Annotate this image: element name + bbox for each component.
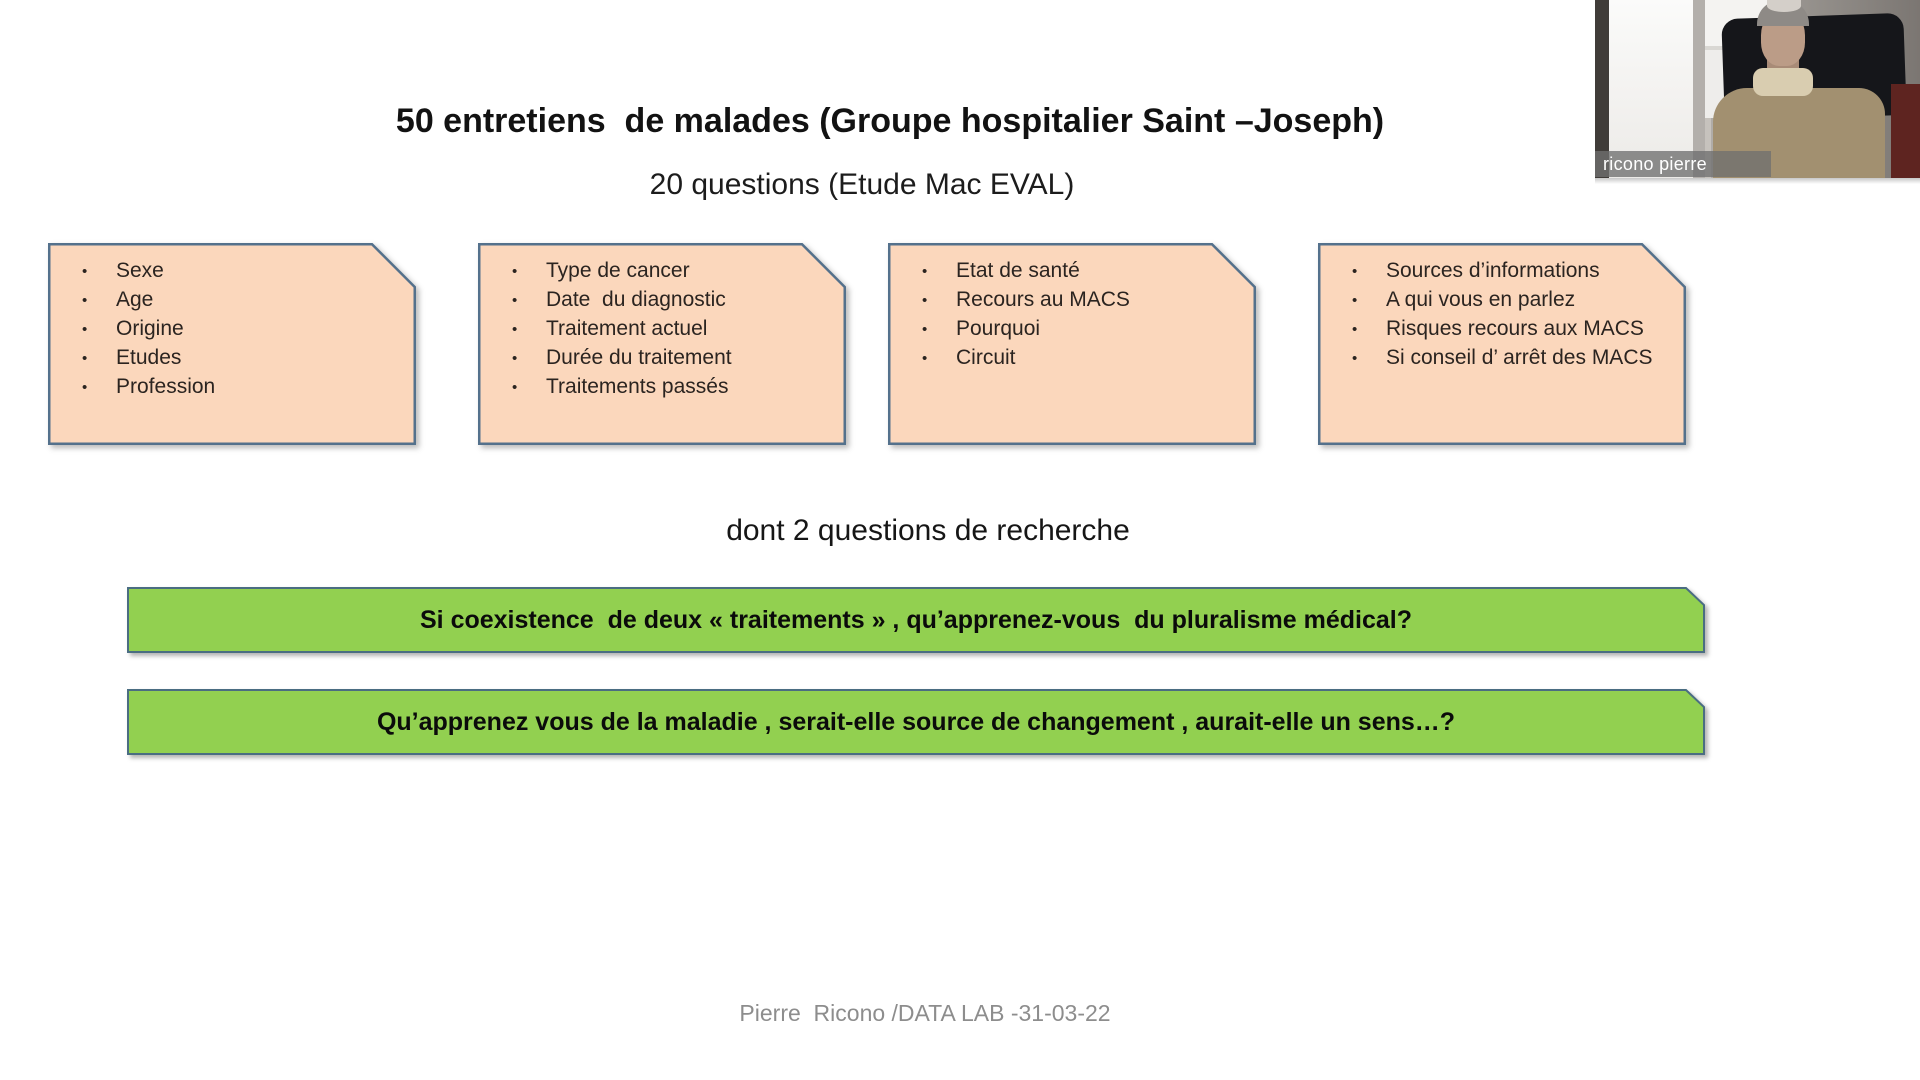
list-item: • A qui vous en parlez bbox=[1346, 288, 1676, 317]
topic-box-treatment bbox=[478, 243, 846, 445]
list-item: • Traitements passés bbox=[506, 375, 836, 404]
bullet-icon: • bbox=[512, 350, 518, 367]
topic-list bbox=[478, 259, 846, 404]
topic-box-health bbox=[888, 243, 1256, 445]
topic-box-information bbox=[1318, 243, 1686, 445]
bullet-icon: • bbox=[922, 263, 928, 280]
webcam-turtleneck bbox=[1753, 68, 1813, 96]
bullet-icon: • bbox=[82, 292, 88, 309]
list-item: • Date du diagnostic bbox=[506, 288, 836, 317]
webcam-person-crown bbox=[1767, 0, 1801, 12]
bullet-icon: • bbox=[922, 292, 928, 309]
list-item: • Sexe bbox=[76, 259, 406, 288]
slide-title: 50 entretiens de malades (Groupe hospitalier Saint –Joseph) bbox=[395, 102, 1385, 140]
list-item: • Traitement actuel bbox=[506, 317, 836, 346]
bullet-icon: • bbox=[1352, 321, 1358, 338]
research-question-banner-2 bbox=[127, 689, 1705, 755]
list-item: • Si conseil d’ arrêt des MACS bbox=[1346, 346, 1676, 375]
bullet-icon: • bbox=[1352, 292, 1358, 309]
list-item: • Etudes bbox=[76, 346, 406, 375]
research-question-text: Qu’apprenez vous de la maladie , serait-elle source de changement , aurait-elle un sens…? bbox=[376, 707, 1456, 736]
list-item: • Profession bbox=[76, 375, 406, 404]
research-question-text: Si coexistence de deux « traitements » , qu’apprenez-vous du pluralisme médical? bbox=[420, 605, 1412, 634]
topic-box-profile bbox=[48, 243, 416, 445]
list-item: • Recours au MACS bbox=[916, 288, 1246, 317]
footer-credit: Pierre Ricono /DATA LAB -31-03-22 bbox=[739, 1000, 1111, 1026]
topic-list bbox=[48, 259, 416, 404]
webcam-video[interactable] bbox=[1595, 0, 1920, 178]
research-heading: dont 2 questions de recherche bbox=[726, 514, 1130, 547]
bullet-icon: • bbox=[512, 292, 518, 309]
list-item: • Type de cancer bbox=[506, 259, 836, 288]
bullet-icon: • bbox=[82, 263, 88, 280]
list-item: • Risques recours aux MACS bbox=[1346, 317, 1676, 346]
bullet-icon: • bbox=[82, 321, 88, 338]
bullet-icon: • bbox=[512, 263, 518, 280]
bullet-icon: • bbox=[512, 379, 518, 396]
list-item: • Pourquoi bbox=[916, 317, 1246, 346]
list-item: • Age bbox=[76, 288, 406, 317]
webcam-chair-frame bbox=[1891, 84, 1920, 178]
bullet-icon: • bbox=[1352, 263, 1358, 280]
bullet-icon: • bbox=[1352, 350, 1358, 367]
bullet-icon: • bbox=[922, 350, 928, 367]
list-item: • Origine bbox=[76, 317, 406, 346]
bullet-icon: • bbox=[512, 321, 518, 338]
slide-subtitle: 20 questions (Etude Mac EVAL) bbox=[649, 168, 1075, 201]
research-question-banner-1 bbox=[127, 587, 1705, 653]
list-item: • Sources d’informations bbox=[1346, 259, 1676, 288]
list-item: • Etat de santé bbox=[916, 259, 1246, 288]
list-item: • Circuit bbox=[916, 346, 1246, 375]
topic-list bbox=[1318, 259, 1686, 375]
participant-name-label: ricono pierre bbox=[1595, 151, 1771, 177]
bullet-icon: • bbox=[82, 379, 88, 396]
bullet-icon: • bbox=[922, 321, 928, 338]
bullet-icon: • bbox=[82, 350, 88, 367]
list-item: • Durée du traitement bbox=[506, 346, 836, 375]
topic-list bbox=[888, 259, 1256, 375]
webcam-shadow bbox=[1595, 178, 1920, 184]
